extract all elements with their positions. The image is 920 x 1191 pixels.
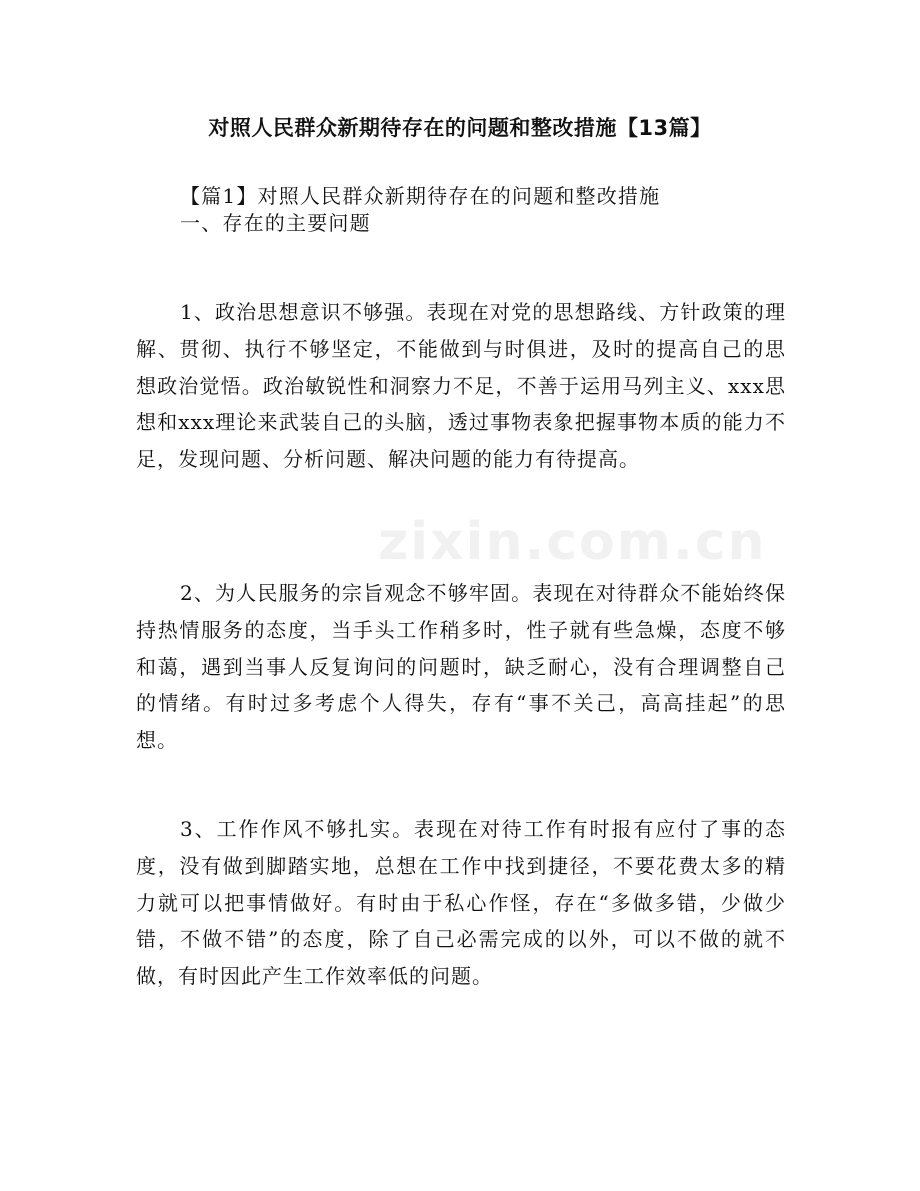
document-title: 对照人民群众新期待存在的问题和整改措施【13篇】 bbox=[208, 116, 712, 140]
paragraph-1: 1、政治思想意识不够强。表现在对党的思想路线、方针政策的理解、贯彻、执行不够坚定，不能做到与时俱进，及时的提高自己的思想政治觉悟。政治敏锐性和洞察力不足，不善于运用马列主义、xxx思想和xxx理论来武装自己的头脑，透过事物表象把握事物本质的能力不足，发现问题、分析问题、解决问题的能力有待提高。 bbox=[136, 300, 786, 472]
paragraph-3: 3、工作作风不够扎实。表现在对待工作有时报有应付了事的态度，没有做到脚踏实地，总想在工作中找到捷径，不要花费太多的精力就可以把事情做好。有时由于私心作怪，存在“多做多错，少做少错，不做不错”的态度，除了自己必需完成的以外，可以不做的就不做，有时因此产生工作效率低的问题。 bbox=[136, 817, 786, 989]
sub-heading: 一、存在的主要问题 bbox=[180, 211, 371, 235]
paragraph-2: 2、为人民服务的宗旨观念不够牢固。表现在对待群众不能始终保持热情服务的态度，当手头工作稍多时，性子就有些急燥，态度不够和蔼，遇到当事人反复询问的问题时，缺乏耐心，没有合理调整自己的情绪。有时过多考虑个人得失，存有“事不关己，高高挂起”的思想。 bbox=[136, 581, 786, 753]
watermark: zixin.com.cn bbox=[378, 512, 767, 572]
section-heading: 【篇1】对照人民群众新期待存在的问题和整改措施 bbox=[180, 184, 661, 208]
